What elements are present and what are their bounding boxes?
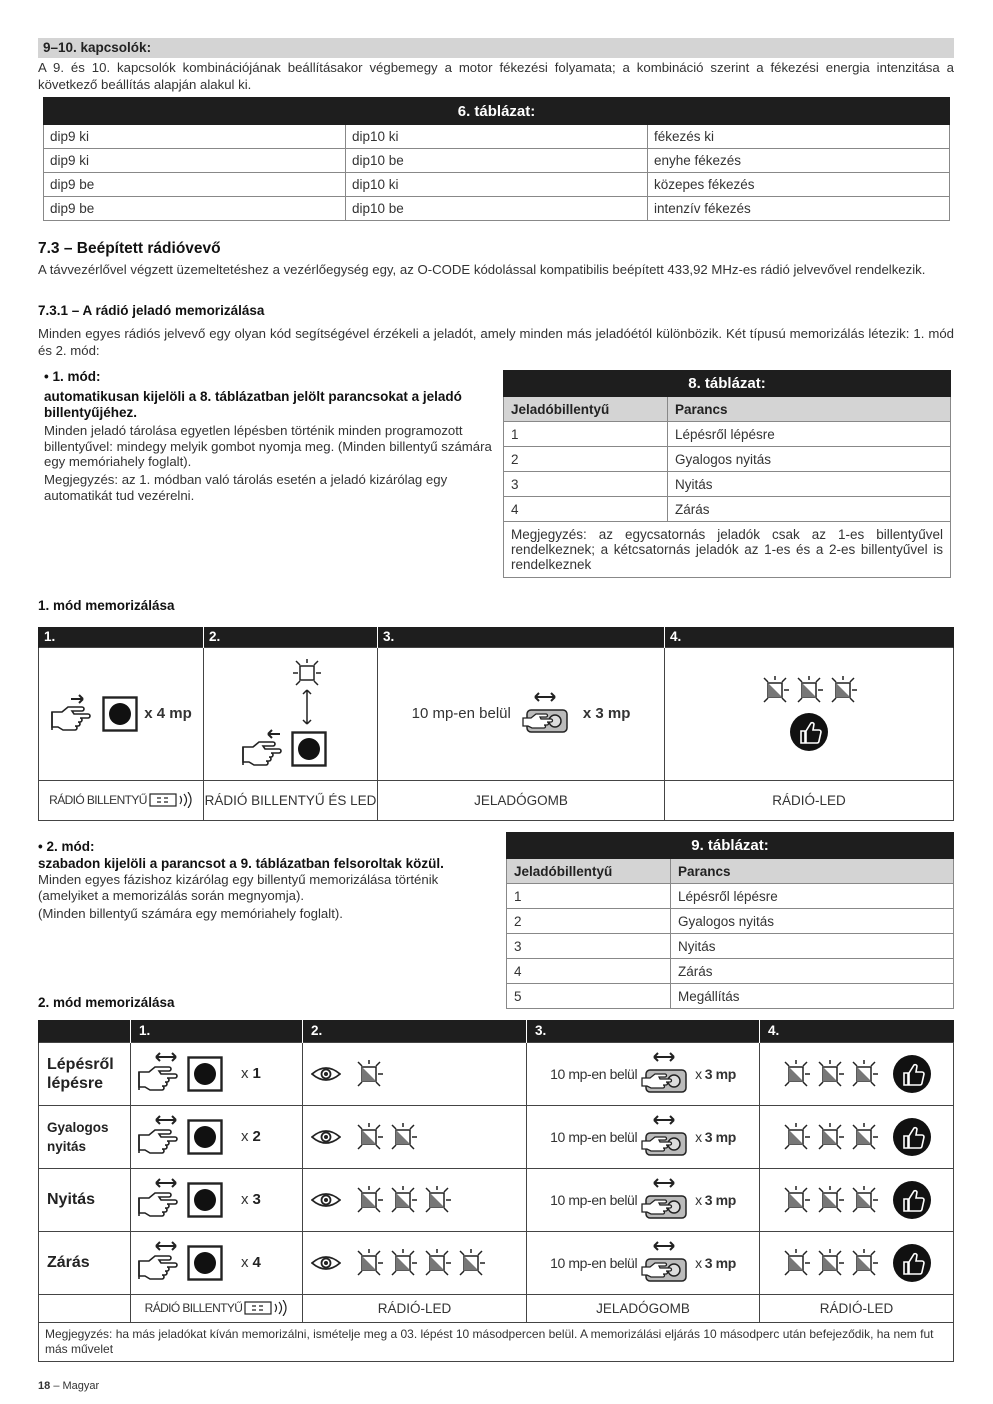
table-row <box>507 884 954 909</box>
table-cell: Zárás <box>668 497 951 522</box>
step-4-header: 4. <box>760 1020 954 1042</box>
step-4-header: 4. <box>665 627 954 647</box>
table-cell: 4 <box>504 497 668 522</box>
led-blink-icon <box>782 1249 810 1277</box>
step-3-label: JELADÓGOMB <box>378 780 665 820</box>
table-cell: 1 <box>504 422 668 447</box>
step-4-label: RÁDIÓ-LED <box>760 1294 954 1322</box>
step-4-cell <box>760 1168 954 1231</box>
table-row <box>44 149 950 173</box>
mode2-title: • 2. mód: <box>38 839 95 854</box>
led-blink-icon <box>816 1186 844 1214</box>
step-2-label: RÁDIÓ BILLENTYŰ ÉS LED <box>204 780 378 820</box>
table-row <box>504 422 951 447</box>
step-1-header: 1. <box>39 627 204 647</box>
thumb-up-icon <box>892 1054 932 1094</box>
table-row <box>507 959 954 984</box>
row-command-name: Zárás <box>39 1231 131 1294</box>
table-cell: 1 <box>507 884 671 909</box>
step-2-label: RÁDIÓ-LED <box>303 1294 527 1322</box>
section-7-3-1-title: 7.3.1 – A rádió jeladó memorizálása <box>38 303 265 318</box>
step-3-cell <box>527 1168 760 1231</box>
table-cell: 3 <box>504 472 668 497</box>
remote-button-icon <box>640 1115 692 1159</box>
thumb-up-icon <box>892 1243 932 1283</box>
mode2-row <box>39 1042 954 1105</box>
table-cell: dip10 ki <box>346 125 648 149</box>
led-blink-icon <box>816 1249 844 1277</box>
led-blink-icon <box>782 1186 810 1214</box>
hand-press-icon <box>137 1241 183 1285</box>
step-1-cell <box>131 1042 303 1105</box>
step-1-cell <box>131 1231 303 1294</box>
step-3-multiplier-x: x <box>695 1128 702 1145</box>
remote-button-icon <box>640 1241 692 1285</box>
led-blink-icon <box>457 1249 485 1277</box>
step-4-label: RÁDIÓ-LED <box>665 780 954 820</box>
step-1-multiplier-x: x <box>241 1254 249 1271</box>
hand-press-icon <box>137 1178 183 1222</box>
eye-icon <box>311 1128 341 1146</box>
step-3-multiplier: 3 mp <box>704 1128 736 1145</box>
page-language: – Magyar <box>53 1380 100 1392</box>
led-blink-icon <box>850 1186 878 1214</box>
table-cell: dip10 be <box>346 149 648 173</box>
table-cell: Gyalogos nyitás <box>668 447 951 472</box>
mode1-steps-table <box>38 627 954 821</box>
mode2-text2: (Minden billentyű számára egy memóriahely foglalt). <box>38 906 343 921</box>
table-cell: Zárás <box>671 959 954 984</box>
step-4-cell <box>665 647 954 780</box>
radio-button-icon <box>102 696 138 732</box>
led-blink-icon <box>782 1123 810 1151</box>
step-2-cell <box>303 1042 527 1105</box>
step-3-label: JELADÓGOMB <box>527 1294 760 1322</box>
table-row <box>504 497 951 522</box>
table-cell: 2 <box>504 447 668 472</box>
led-blink-icon <box>355 1123 383 1151</box>
step-1-count: 4 <box>252 1254 261 1271</box>
led-blink-icon <box>355 1060 383 1088</box>
mode1-subtitle: automatikusan kijelöli a 8. táblázatban jelölt parancsokat a jeladó billentyűjéhez. <box>44 389 462 420</box>
mode2-text1: Minden egyes fázishoz kizárólag egy billentyű memorizálása történik (amelyiket a memorizálás során megnyomja). <box>38 872 439 903</box>
step-3-pre: 10 mp-en belül <box>550 1065 638 1082</box>
step-1-label-cell <box>39 780 204 820</box>
step-1-count: 1 <box>252 1065 261 1082</box>
page-number: 18 <box>38 1380 51 1392</box>
led-blink-icon <box>850 1123 878 1151</box>
radio-button-icon <box>187 1245 223 1281</box>
step-4-cell <box>760 1105 954 1168</box>
table-cell: 3 <box>507 934 671 959</box>
table-cell: dip9 ki <box>44 149 346 173</box>
radio-button-icon <box>187 1119 223 1155</box>
eye-icon <box>311 1065 341 1083</box>
mode2-row <box>39 1231 954 1294</box>
step-3-multiplier: x 3 mp <box>582 705 631 722</box>
table-row <box>44 125 950 149</box>
led-blink-icon <box>795 676 823 704</box>
step-2-cell <box>303 1105 527 1168</box>
led-blink-icon <box>816 1123 844 1151</box>
mode1-mem-title: 1. mód memorizálása <box>38 598 175 613</box>
step-3-header: 3. <box>378 627 665 647</box>
table-8-col1: Jeladóbillentyű <box>504 397 668 422</box>
table-row <box>507 934 954 959</box>
table-cell: Nyitás <box>668 472 951 497</box>
led-blink-icon <box>423 1186 451 1214</box>
hand-press-icon <box>241 739 285 769</box>
table-cell: dip9 ki <box>44 125 346 149</box>
table-row <box>44 173 950 197</box>
table-8-title: 8. táblázat: <box>504 371 951 397</box>
led-blink-icon <box>829 676 857 704</box>
led-blink-icon <box>850 1060 878 1088</box>
page-footer <box>38 1380 99 1392</box>
section-7-3-text: A távvezérlővel végzett üzemeltetéshez a vezérlőegység egy, az O-CODE kódolással kompatibilis beépített 433,92 MHz-es rádió jelvevővel rendelkezik. <box>38 262 926 277</box>
mode2-steps-table <box>38 1020 954 1362</box>
table-9-col1: Jeladóbillentyű <box>507 859 671 884</box>
led-blink-icon <box>355 1186 383 1214</box>
step-1-cell <box>39 647 204 780</box>
step-1-cell <box>131 1105 303 1168</box>
step-1-multiplier-x: x <box>241 1128 249 1145</box>
table-row <box>507 909 954 934</box>
row-command-name: Nyitás <box>39 1168 131 1231</box>
led-blink-icon <box>850 1249 878 1277</box>
step-4-cell <box>760 1042 954 1105</box>
thumb-up-icon <box>892 1180 932 1220</box>
table-cell: intenzív fékezés <box>648 197 950 221</box>
step-1-label: RÁDIÓ BILLENTYŰ <box>144 1301 243 1315</box>
thumb-up-icon <box>892 1117 932 1157</box>
mode2-subtitle: szabadon kijelöli a parancsot a 9. táblázatban felsoroltak közül. <box>38 856 444 871</box>
step-3-pre: 10 mp-en belül <box>550 1128 638 1145</box>
step-1-multiplier-x: x <box>241 1191 249 1208</box>
arrow-left-icon <box>267 729 281 739</box>
step-2-header: 2. <box>303 1020 527 1042</box>
table-cell: 5 <box>507 984 671 1009</box>
table-cell: dip9 be <box>44 197 346 221</box>
remote-button-icon <box>640 1178 692 1222</box>
step-3-pre: 10 mp-en belül <box>550 1254 638 1271</box>
led-blink-icon <box>389 1123 417 1151</box>
step-1-header: 1. <box>131 1020 303 1042</box>
table-6 <box>43 97 950 221</box>
step-3-header: 3. <box>527 1020 760 1042</box>
table-cell: Lépésről lépésre <box>668 422 951 447</box>
step-2-cell <box>204 647 378 780</box>
table-8 <box>503 370 951 578</box>
step-1-multiplier: x 4 mp <box>144 705 192 722</box>
hand-press-icon <box>137 1115 183 1159</box>
thumb-up-icon <box>789 712 829 752</box>
table-cell: Lépésről lépésre <box>671 884 954 909</box>
step-3-pre: 10 mp-en belül <box>411 705 511 722</box>
mode2-mem-title: 2. mód memorizálása <box>38 995 175 1010</box>
table-cell: 2 <box>507 909 671 934</box>
radio-button-icon <box>187 1056 223 1092</box>
step-4-cell <box>760 1231 954 1294</box>
step-1-count: 3 <box>252 1191 261 1208</box>
led-blink-icon <box>355 1249 383 1277</box>
mode2-note: Megjegyzés: ha más jeladókat kíván memorizálni, ismételje meg a 03. lépést 10 másodpercen belül. A memorizálási eljárás 10 másodperc után befejeződik, ha nem fut más művelet <box>39 1322 954 1361</box>
table-row <box>44 197 950 221</box>
table-cell: 4 <box>507 959 671 984</box>
step-3-cell <box>527 1105 760 1168</box>
step-3-cell <box>527 1042 760 1105</box>
section-7-3-1-text: Minden egyes rádiós jelvevő egy olyan kód segítségével érzékeli a jeladót, amely minden más jeladóétól különbözik. Két típusú memorizálás létezik: 1. mód és 2. mód: <box>38 326 954 358</box>
hand-press-icon <box>137 1052 183 1096</box>
section-9-10-title: 9–10. kapcsolók: <box>38 38 954 58</box>
step-3-multiplier-x: x <box>695 1254 702 1271</box>
step-1-label-cell <box>131 1294 303 1322</box>
mode2-row <box>39 1105 954 1168</box>
table-cell: dip10 ki <box>346 173 648 197</box>
remote-button-icon <box>640 1052 692 1096</box>
table-cell: fékezés ki <box>648 125 950 149</box>
step-3-multiplier: 3 mp <box>704 1254 736 1271</box>
table-cell: közepes fékezés <box>648 173 950 197</box>
double-arrow-icon <box>302 689 312 725</box>
mode1-text1: Minden jeladó tárolása egyetlen lépésben történik minden programozott billentyűvel: mindegy melyik gombot nyomja meg. (Minden billentyű számára egy memóriahely foglalt). <box>44 423 492 469</box>
table-cell: Nyitás <box>671 934 954 959</box>
step-2-cell <box>303 1231 527 1294</box>
led-blink-icon <box>389 1186 417 1214</box>
table-cell: Megállítás <box>671 984 954 1009</box>
table-8-col2: Parancs <box>668 397 951 422</box>
led-blink-icon <box>816 1060 844 1088</box>
row-command-name: Gyalogos nyitás <box>39 1105 131 1168</box>
step-3-cell <box>378 647 665 780</box>
step-3-multiplier-x: x <box>695 1065 702 1082</box>
table-cell: Gyalogos nyitás <box>671 909 954 934</box>
row-command-name: Lépésről lépésre <box>39 1042 131 1105</box>
radio-key-icon <box>244 1300 288 1316</box>
step-2-header: 2. <box>204 627 378 647</box>
step-3-cell <box>527 1231 760 1294</box>
step-3-pre: 10 mp-en belül <box>550 1191 638 1208</box>
table-9 <box>506 832 954 1009</box>
table-cell: dip10 be <box>346 197 648 221</box>
step-3-multiplier-x: x <box>695 1191 702 1208</box>
eye-icon <box>311 1191 341 1209</box>
step-1-cell <box>131 1168 303 1231</box>
hand-press-icon <box>50 694 96 734</box>
table-9-title: 9. táblázat: <box>507 833 954 859</box>
step-2-cell <box>303 1168 527 1231</box>
table-9-col2: Parancs <box>671 859 954 884</box>
table-row <box>507 984 954 1009</box>
remote-button-icon <box>521 692 573 736</box>
table-6-title: 6. táblázat: <box>44 98 950 125</box>
led-blink-icon <box>761 676 789 704</box>
step-1-label: RÁDIÓ BILLENTYŰ <box>49 793 147 807</box>
step-1-count: 2 <box>252 1128 261 1145</box>
table-8-note: Megjegyzés: az egycsatornás jeladók csak az 1-es billentyűvel rendelkeznek; a kétcsatornás jeladók az 1-es és a 2-es billentyűvel is rendelkeznek <box>504 522 951 578</box>
table-row <box>504 447 951 472</box>
table-cell: enyhe fékezés <box>648 149 950 173</box>
radio-key-icon <box>149 792 193 808</box>
table-row <box>504 472 951 497</box>
led-off-icon <box>293 659 321 687</box>
led-blink-icon <box>782 1060 810 1088</box>
mode1-text2: Megjegyzés: az 1. módban való tárolás esetén a jeladó kizárólag egy automatikát tud vezérelni. <box>44 472 448 503</box>
step-3-multiplier: 3 mp <box>704 1191 736 1208</box>
section-9-10-text: A 9. és 10. kapcsolók kombinációjának beállításakor végbemegy a motor fékezési folyamata; a kombináció szerint a fékezési energia intenzitása a következő beállítás alapján alakul ki. <box>38 60 954 92</box>
step-3-multiplier: 3 mp <box>704 1065 736 1082</box>
mode1-title: • 1. mód: <box>44 369 101 384</box>
step-1-multiplier-x: x <box>241 1065 249 1082</box>
mode2-row <box>39 1168 954 1231</box>
section-7-3-title: 7.3 – Beépített rádióvevő <box>38 240 221 257</box>
led-blink-icon <box>423 1249 451 1277</box>
led-blink-icon <box>389 1249 417 1277</box>
table-cell: dip9 be <box>44 173 346 197</box>
eye-icon <box>311 1254 341 1272</box>
radio-button-icon <box>291 731 327 767</box>
radio-button-icon <box>187 1182 223 1218</box>
